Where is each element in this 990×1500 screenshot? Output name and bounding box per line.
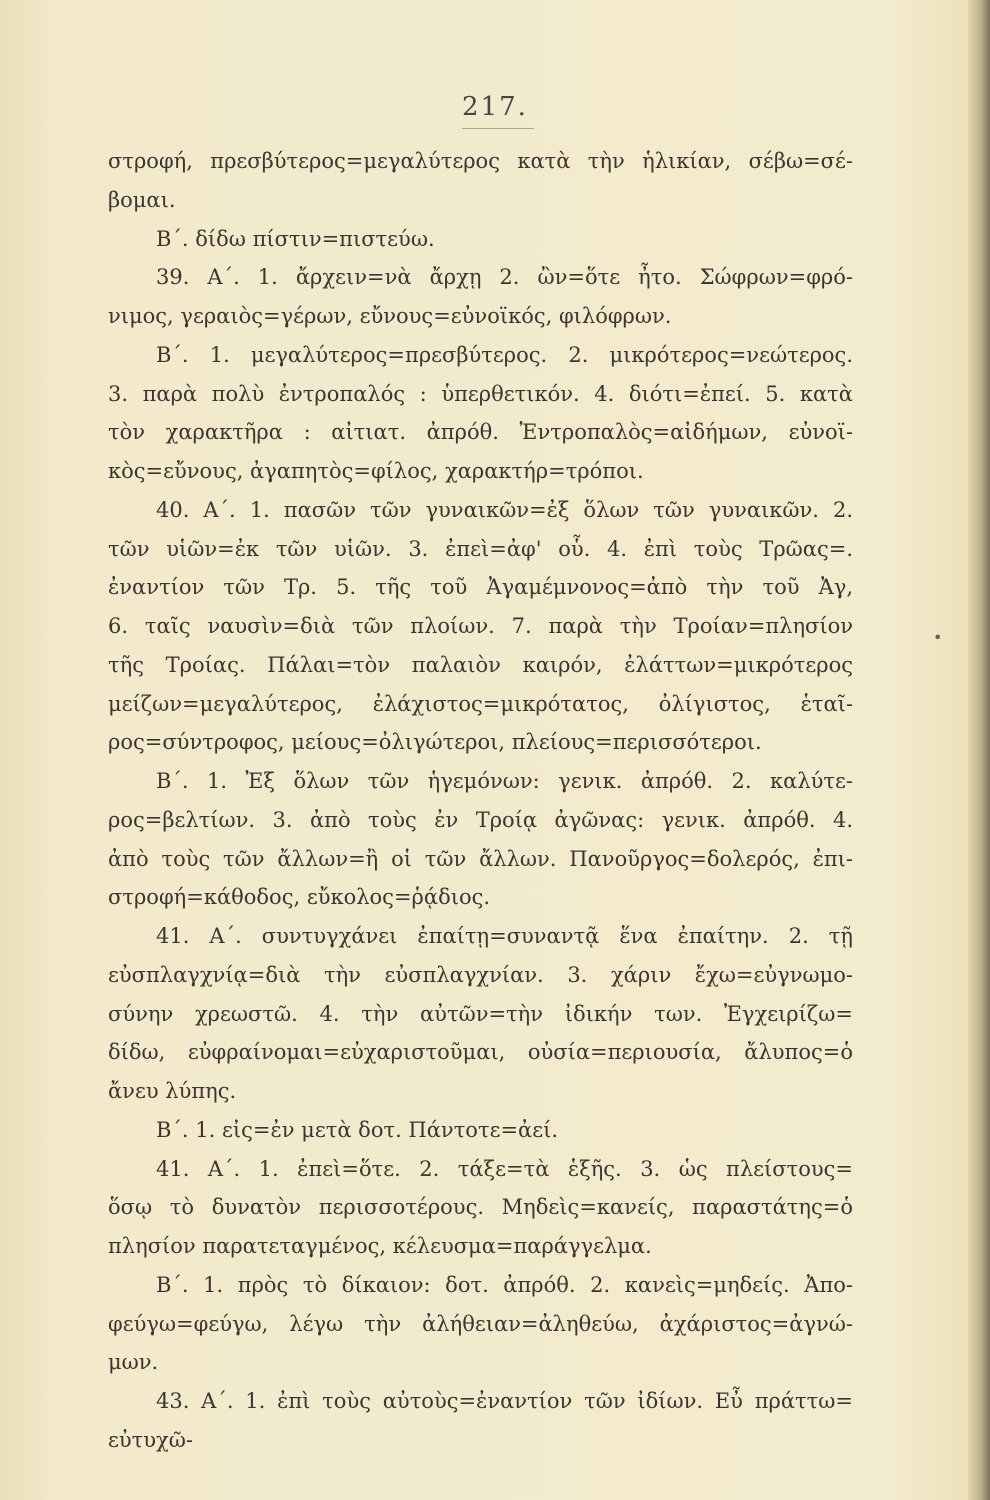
- text-line: πλησίον παρατεταγμένος, κέλευσμα=παράγγελμα.: [108, 1234, 652, 1258]
- text-line: ρος=βελτίων. 3. ἀπὸ τοὺς ἐν Τροίᾳ ἀγῶνας: γενικ. ἀπρόθ. 4.: [108, 807, 853, 832]
- text-line: 6. ταῖς ναυσὶν=διὰ τῶν πλοίων. 7. παρὰ τὴν Τροίαν=πλησίον: [108, 614, 853, 638]
- text-line: 40. Α΄. 1. πασῶν τῶν γυναικῶν=ἐξ ὅλων τῶν γυναικῶν. 2.: [156, 497, 853, 522]
- text-line: ὅσῳ τὸ δυνατὸν περισσοτέρους. Μηδεὶς=κανείς, παραστάτης=ὁ: [108, 1195, 853, 1220]
- text-line: φεύγω=φεύγω, λέγω τὴν ἀλήθειαν=ἀληθεύω, ἀχάριστος=ἀγνώ-: [108, 1311, 853, 1336]
- text-line: 3. παρὰ πολὺ ἐντροπαλός : ὑπερθετικόν. 4. διότι=ἐπεί. 5. κατὰ: [108, 381, 853, 406]
- text-line: τὸν χαρακτῆρα : αἰτιατ. ἀπρόθ. Ἐντροπαλὸς=αἰδήμων, εὐνοϊ-: [108, 420, 853, 445]
- margin-mark: •: [933, 628, 943, 647]
- text-line: νιμος, γεραιὸς=γέρων, εὔνους=εὐνοϊκός, φιλόφρων.: [108, 304, 672, 328]
- page-number: 217.: [462, 92, 528, 122]
- text-line: εὐτυχῶ-: [108, 1427, 193, 1452]
- text-line: σύνην χρεωστῶ. 4. τὴν αὐτῶν=τὴν ἰδικήν των. Ἐγχειρίζω=: [108, 1001, 853, 1026]
- text-line: 41. Α΄. 1. ἐπεὶ=ὅτε. 2. τάξε=τὰ ἑξῆς. 3. ὡς πλείστους=: [156, 1156, 853, 1181]
- text-line: μείζων=μεγαλύτερος, ἐλάχιστος=μικρότατος, ὀλίγιστος, ἑταῖ-: [108, 691, 853, 716]
- text-line: Β΄. 1. εἰς=ἐν μετὰ δοτ. Πάντοτε=ἀεί.: [156, 1117, 559, 1142]
- text-line: ἄνευ λύπης.: [108, 1079, 237, 1103]
- text-line: ἀπὸ τοὺς τῶν ἄλλων=ἢ οἱ τῶν ἄλλων. Πανοῦργος=δολερός, ἐπι-: [108, 846, 853, 871]
- text-line: εὐσπλαγχνίᾳ=διὰ τὴν εὐσπλαγχνίαν. 3. χάριν ἔχω=εὐγνωμο-: [108, 962, 853, 987]
- text-line: Β΄. 1. πρὸς τὸ δίκαιον: δοτ. ἀπρόθ. 2. κανεὶς=μηδείς. Ἀπο-: [156, 1272, 853, 1297]
- text-line: βομαι.: [108, 187, 176, 212]
- body-text: [108, 142, 853, 1460]
- text-line: δίδω, εὐφραίνομαι=εὐχαριστοῦμαι, οὐσία=περιουσία, ἄλυπος=ὁ: [108, 1040, 853, 1065]
- text-line: στροφή=κάθοδος, εὔκολος=ῥᾴδιος.: [108, 885, 491, 910]
- text-line: στροφή, πρεσβύτερος=μεγαλύτερος κατὰ τὴν ἡλικίαν, σέβω=σέ-: [108, 149, 853, 173]
- text-line: Β΄. 1. μεγαλύτερος=πρεσβύτερος. 2. μικρότερος=νεώτερος.: [156, 342, 853, 367]
- text-line: 43. Α΄. 1. ἐπὶ τοὺς αὐτοὺς=ἐναντίον τῶν ἰδίων. Εὖ πράττω=: [156, 1389, 853, 1413]
- page-edge-shadow: [968, 0, 990, 1500]
- text-line: Β΄. 1. Ἐξ ὅλων τῶν ἡγεμόνων: γενικ. ἀπρόθ. 2. καλύτε-: [156, 769, 853, 793]
- text-line: κὸς=εὔνους, ἀγαπητὸς=φίλος, χαρακτήρ=τρόποι.: [108, 459, 644, 483]
- text-line: τῶν υἱῶν=ἐκ τῶν υἱῶν. 3. ἐπεὶ=ἀφ' οὗ. 4. ἐπὶ τοὺς Τρῶας=.: [108, 536, 853, 561]
- text-line: ἐναντίον τῶν Τρ. 5. τῆς τοῦ Ἀγαμέμνονος=ἀπὸ τὴν τοῦ Ἀγ,: [108, 575, 853, 600]
- page-number-rule: [462, 128, 534, 129]
- text-line: μων.: [108, 1350, 159, 1375]
- text-line: ρος=σύντροφος, μείους=ὀλιγώτεροι, πλείους=περισσότεροι.: [108, 730, 762, 755]
- text-line: Β΄. δίδω πίστιν=πιστεύω.: [156, 226, 435, 251]
- text-line: τῆς Τροίας. Πάλαι=τὸν παλαιὸν καιρόν, ἐλάττων=μικρότερος: [108, 652, 853, 677]
- text-line: 39. Α΄. 1. ἄρχειν=νὰ ἄρχῃ 2. ὢν=ὅτε ἦτο. Σώφρων=φρό-: [156, 265, 853, 290]
- text-line: 41. Α΄. συντυγχάνει ἐπαίτῃ=συναντᾷ ἕνα ἐπαίτην. 2. τῇ: [156, 924, 853, 948]
